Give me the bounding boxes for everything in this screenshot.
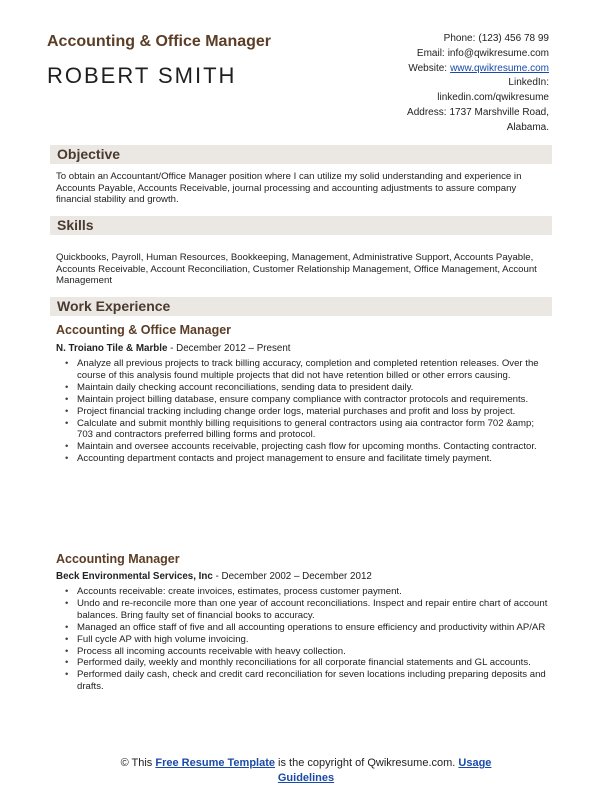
footer-middle: is the copyright of Qwikresume.com. (275, 757, 459, 769)
linkedin-value[interactable]: linkedin.com/qwikresume (437, 92, 549, 104)
website-label: Website: (408, 62, 448, 74)
list-item: • Undo and re-reconcile more than one year of account reconciliations. Inspect and repair entire chart of account balances. Bring faulty set of financial books to accuracy. (63, 598, 548, 622)
list-item: • Calculate and submit monthly billing requisitions to general contractors using aia contractor form 702 &amp; 703 and contractors preferred billing forms and protocol. (63, 418, 548, 442)
list-item: • Maintain project billing database, ensure company compliance with contractor protocols and requirements. (63, 394, 548, 406)
skills-text: Quickbooks, Payroll, Human Resources, Bookkeeping, Management, Administrative Support, Accounts Payable, Accounts Receivable, Account Reconciliation, Customer Relationship Management, Office Management, Account Management (56, 252, 537, 287)
email-value[interactable]: info@qwikresume.com (447, 47, 549, 59)
address-line (319, 106, 549, 121)
free-resume-template-link[interactable]: Free Resume Template (155, 757, 275, 769)
address-label: Address: (407, 106, 447, 118)
job-1-dates: - December 2012 – Present (167, 343, 291, 354)
job-1-title: Accounting & Office Manager (56, 323, 232, 337)
email-label: Email: (416, 47, 445, 59)
job-1-company: N. Troiano Tile & Marble (56, 343, 168, 354)
list-item: • Maintain and oversee accounts receivable, projecting cash flow for upcoming months. Contacting contractor. (63, 441, 548, 453)
objective-text: To obtain an Accountant/Office Manager position where I can utilize my solid understanding and experience in Accounts Payable, Accounts Receivable, journal processing and accounting adjustments to assure company financial stability and growth. (56, 171, 522, 206)
job-2-bullet-list (63, 586, 548, 693)
list-item: • Performed daily cash, check and credit card reconciliation for seven locations including preparing deposits and drafts. (63, 669, 548, 693)
list-item: • Analyze all previous projects to track billing accuracy, completion and completed retention releases. Over the course of this analysis found multiple projects that did not have retention billed or other errors causing. (63, 358, 548, 382)
list-item: • Performed daily, weekly and monthly reconciliations for all corporate financial statements and GL accounts. (63, 657, 548, 669)
list-item: • Process all incoming accounts receivable with heavy collection. (63, 646, 548, 658)
skills-heading-bar (50, 216, 552, 235)
job-2-dates: - December 2002 – December 2012 (212, 571, 372, 582)
website-line (319, 62, 549, 77)
phone-line (319, 32, 549, 47)
guidelines-link[interactable]: Guidelines (277, 771, 335, 784)
list-item: • Managed an office staff of five and all accounting operations to ensure efficiency and productivity within AP/AR (63, 622, 548, 634)
work-experience-heading-bar (50, 297, 552, 316)
objective-heading: Objective (57, 146, 121, 162)
candidate-name: ROBERT SMITH (47, 63, 237, 88)
linkedin-label: LinkedIn: (508, 77, 549, 89)
phone-label: Phone: (443, 33, 476, 44)
list-item: • Maintain daily checking account reconciliations, sending data to president daily. (63, 382, 548, 394)
job-2-company-line (56, 571, 372, 582)
list-item: • Full cycle AP with high volume invoicing. (63, 634, 548, 646)
job-1-company-line (56, 343, 291, 354)
skills-heading: Skills (57, 217, 94, 233)
job-2-title: Accounting Manager (56, 552, 180, 566)
usage-link[interactable]: Usage (458, 757, 492, 769)
address-value: 1737 Marshville Road, (449, 106, 549, 118)
list-item: • Accounting department contacts and project management to ensure and facilitate timely payment. (63, 453, 548, 465)
copyright-footer (0, 756, 612, 785)
list-item: • Project financial tracking including change order logs, material purchases and profit and loss by project. (63, 406, 548, 418)
website-link[interactable]: www.qwikresume.com (450, 62, 549, 74)
job-2-company: Beck Environmental Services, Inc (56, 571, 213, 582)
list-item: • Accounts receivable: create invoices, estimates, process customer payment. (63, 586, 548, 598)
resume-job-title: Accounting & Office Manager (47, 33, 272, 50)
address-line-2: Alabama. (506, 121, 549, 133)
contact-block (319, 32, 549, 136)
email-line (319, 47, 549, 62)
footer-prefix: © This (120, 757, 156, 769)
job-1-bullet-list (63, 358, 548, 465)
objective-heading-bar (50, 145, 552, 164)
phone-value: (123) 456 78 99 (478, 33, 549, 44)
work-experience-heading: Work Experience (57, 298, 171, 314)
